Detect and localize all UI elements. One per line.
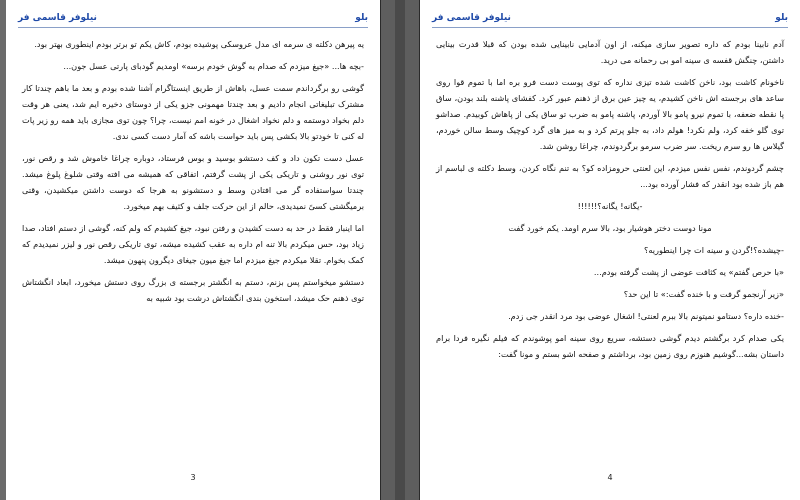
paragraph: -چیشده؟!گردن و سینه ات چرا اینطوریه؟ <box>643 245 784 255</box>
paragraph: گوشی رو برگرداندم سمت عسل، باهاش از طریق اینستاگرام آشنا شده بودم و بعد ما باهم چندتا کار مشترک تبلیغاتی انجام دادیم و بعد چندتا مهمونی جزو یکی از دوستای دخیره ایم شد، یعنی هر وقت دلم بخواد دوستمه و دلم نخواد اشغال در خونه امم نیست، چرا؟ چون توی مجازی باید همه رو زیر پات له کنی تا خودتو بالا بکشی پس باید حواست باشه که آمار دست کسی ندی. <box>22 83 364 141</box>
paragraph: اما اینبار فقط در حد به دست کشیدن و رفتن نبود، جیغ کشیدم که ولم کنه، گوشی از دستم افتاد، صدا زیاد بود، حس میکردم بالا تنه ام داره به عقب کشیده میشه، توی تاریکی رقص نور و لیزر نمیدیدم که کمک بخوام. تقلا میکردم جیغ میزدم اما جیغ میون جیغای دیگرون پنهون میشد. <box>22 223 364 265</box>
header-divider <box>432 27 788 28</box>
paragraph: -یگانه! یگانه؟!!!!!! <box>577 201 643 211</box>
page-gap-shadow <box>395 0 405 500</box>
page-header <box>18 10 368 26</box>
paragraph: عسل دست تکون داد و کف دستشو بوسید و بوس فرستاد، دوباره چراغا خاموش شد و رقص نور، توی نور روشنی و تاریکی یکی از پشت گرفتم، اتفاقی که همیشه می افته وقتی شلوغ پلوغ میشد. چندتا سواستفاده گر می افتادن وسط و دستشونو به هرجا که دوست داشتن میکشیدن، وقتی برمیگشتی کسیً نمیدیدی، حالم از این حرکت جلف و کثیف بهم میخورد. <box>22 153 364 211</box>
paragraph: -بچه ها... «جیغ میزدم که صدام به گوش خودم برسه» اومدیم گودبای پارتی عسل جون... <box>63 61 364 71</box>
header-divider <box>18 27 368 28</box>
paragraph: آدم نابینا بودم که داره تصویر سازی میکنه، از اون آدمایی نابینایی شده بودن که قبلا قدرت بینایی داشتن، چنگش قفسه ی سینه امو بی رحمانه می درید. <box>436 39 784 65</box>
paragraph: چشم گردوندم، نفس نفس میزدم، این لعنتی حرومزاده کو؟ به تنم نگاه کردن، وسط دکلته ی لباسم از هم باز شده بود انقدر که فشار آورده بود... <box>436 163 784 189</box>
header-author: نیلوفر قاسمی فر <box>432 13 511 23</box>
paragraph: مونا دوست دختر هوشیار بود، بالا سرم اومد. یکم خورد گفت <box>508 223 712 233</box>
page-body-text <box>22 36 364 312</box>
paragraph: «با حرص گفتم» یه کثافت عوضی از پشت گرفته بودم... <box>593 267 784 277</box>
page-gap <box>381 0 419 500</box>
page-number: 4 <box>607 473 613 482</box>
page-header <box>432 10 788 26</box>
paragraph: ناخونام کاشت بود، ناخن کاشت شده تیزی نداره که توی پوست دست فرو بره اما با تموم قوا روی ساعد های برجسته اش ناخن کشیدم، یه چیز عین برق از ذهنم عبور کرد. کفشای پاشنه بلند بودن، ساق پا نقطه ضعفه، با تموم نیرو پامو بالا آوردم، پاشنه پامو به ضرب تو ساق یکی از پاهاش کوبیدم. صداشو توی گلو خفه کرد، ولم نکرد! هولم داد، به جلو پرتم کرد و به میز های گرد کوچیک وسط سالن خوردم، گیلاس ها رو سرم ریخت. سر ضرب سرمو برگردوندم، چراغا روشن شد. <box>436 77 784 151</box>
paragraph: دستشو میخواستم پس بزنم، دستم به انگشتر برجسته ی بزرگ روی دستش میخورد، ابعاد انگشتاش توی ذهنم حک میشد، استخون بندی انگشتاش درشت بود شبیه به <box>22 277 364 303</box>
document-page-right <box>419 0 800 500</box>
paragraph: یه پیرهن دکلته ی سرمه ای مدل عروسکی پوشیده بودم، کاش یکم تو برتر بودم اینطوری بهتر بود. <box>34 39 364 49</box>
document-page-left <box>6 0 381 500</box>
paragraph: یکی صدام کرد برگشتم دیدم گوشی دستشه، سریع روی سینه امو پوشوندم که فیلم نگیره فردا برام داستان بشه...گوشیم هنوزم روی زمین بود، برداشتم و صفحه اشو بستم و مونا گفت: <box>436 333 784 359</box>
paragraph: -خنده داره؟ دستامو نمیتونم بالا ببرم لعنتی! اشغال عوضی بود مرد انقدر جی زدم. <box>508 311 784 321</box>
paragraph: «زیر آرنجمو گرفت و با خنده گفت:» تا این حد؟ <box>623 289 784 299</box>
header-author: نیلوفر قاسمی فر <box>18 13 97 23</box>
page-number: 3 <box>190 473 196 482</box>
page-body-text <box>436 36 784 368</box>
header-title: بلو <box>355 13 368 23</box>
header-title: بلو <box>775 13 788 23</box>
